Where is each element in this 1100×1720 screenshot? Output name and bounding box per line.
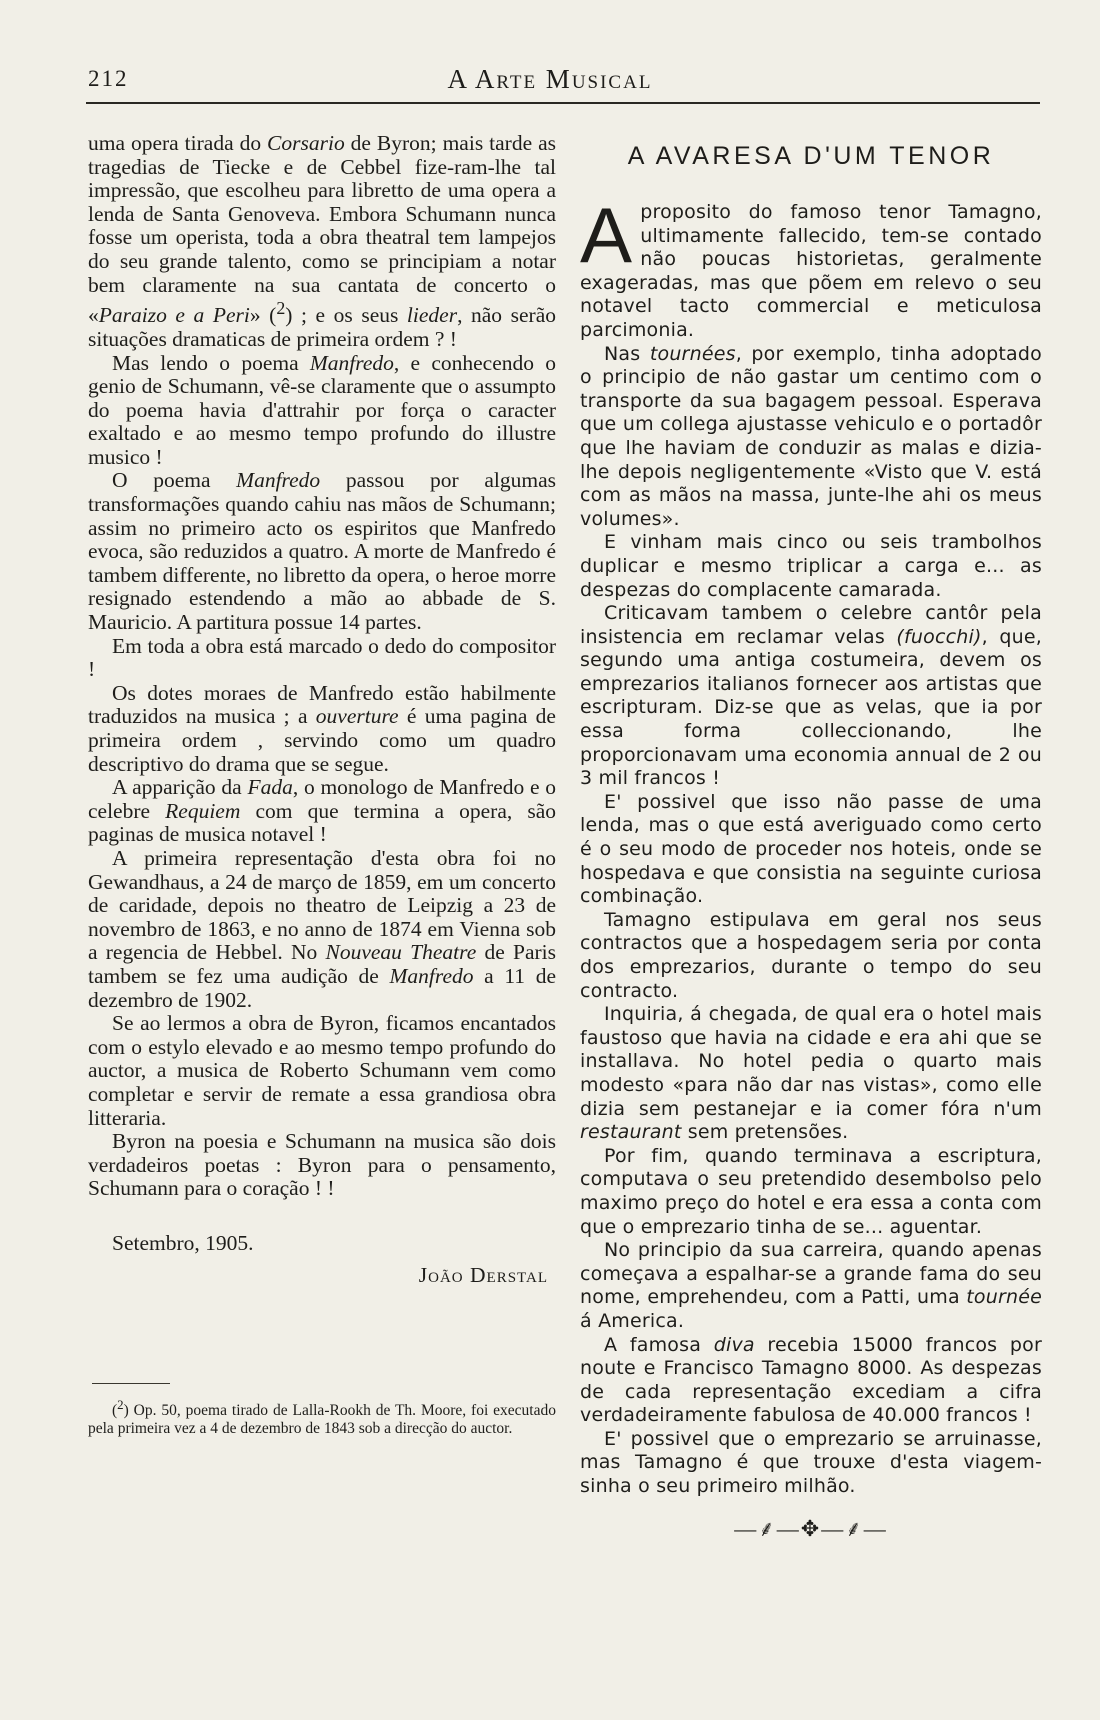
lead-paragraph xyxy=(580,191,1042,343)
right-column xyxy=(580,132,1042,1543)
body-paragraph: A primeira representação d'esta obra foi no Gewandhaus, a 24 de março de 1859, em um concerto de caridade, depois no theatro de Leipzig a 23 de novembro de 1863, e no anno de 1874 em Vienna sob a regencia de Hebbel. No Nouveau Theatre de Paris tambem se fez uma audição de Manfredo a 11 de dezembro de 1902. xyxy=(88,845,556,1012)
body-paragraph: Byron na poesia e Schumann na musica são dois verdadeiros poetas : Byron para o pensamento, Schumann para o coração ! ! xyxy=(88,1129,556,1201)
body-paragraph: Por fim, quando terminava a escriptura, computava o seu pretendido desembolso pelo maximo preço do hotel e era essa a conta com que o emprezario tinha de se... aguentar. xyxy=(580,1144,1042,1238)
page-number: 212 xyxy=(88,66,129,91)
end-ornament: —⸙—✥—⸙— xyxy=(734,1515,888,1541)
signature-block xyxy=(88,1231,556,1287)
body-paragraph: Os dotes moraes de Manfredo estão habilmente traduzidos na musica ; a ouverture é uma pagina de primeira ordem , servindo como um quadro descriptivo do drama que se segue. xyxy=(88,680,556,776)
header-rule xyxy=(86,102,1040,104)
body-paragraph: uma opera tirada do Corsario de Byron; mais tarde as tragedias de Tiecke e de Cebbel fize-ram-lhe tal impressão, que escolheu para libretto de uma opera a lenda de Santa Genoveva. Embora Schumann nunca fosse um operista, toda a obra theatral tem lampejos do seu grande talento, como se principiam a notar bem claramente na sua cantata de concerto o «Paraizo e a Peri» ($^2$) ; e os seus lieder, não serão situações dramaticas de primeira ordem ? ! xyxy=(88,131,556,351)
journal-title: A Arte Musical xyxy=(447,64,653,94)
drop-cap: A xyxy=(580,191,633,279)
body-paragraph: A apparição da Fada, o monologo de Manfredo e o celebre Requiem com que termina a opera, são paginas de musica notavel ! xyxy=(88,775,556,847)
footnote-rule xyxy=(92,1383,170,1384)
body-paragraph: Tamagno estipulava em geral nos seus contractos que a hospedagem seria por conta dos emprezarios, durante o tempo do seu contracto. xyxy=(580,908,1042,1002)
body-paragraph: Em toda a obra está marcado o dedo do compositor ! xyxy=(88,633,556,682)
left-column xyxy=(88,132,556,1438)
lead-paragraph-text: proposito do famoso tenor Tamagno, ultimamente fallecido, tem-se contado não poucas historietas, geralmente exageradas, mas que põem em relevo o seu notavel tacto commercial e meticulosa parcimonia. xyxy=(580,201,1042,341)
body-paragraph: E' possivel que o emprezario se arruinasse, mas Tamagno é que trouxe d'esta viagem-sinha o seu primeiro milhão. xyxy=(580,1427,1042,1498)
body-paragraph: Inquiria, á chegada, de qual era o hotel mais faustoso que havia na cidade e era ahi que se installava. No hotel pedia o quarto mais modesto «para não dar nas vistas», como elle dizia sem pestanejar e ia comer fóra n'um restaurant sem pretensões. xyxy=(580,1003,1042,1144)
body-paragraph: O poema Manfredo passou por algumas transformações quando cahiu nas mãos de Schumann; assim no primeiro acto os espiritos que Manfredo evoca, são reduzidos a quatro. A morte de Manfredo é tambem differente, no libretto da opera, o heroe morre resignado estendendo a mão ao abbade de S. Mauricio. A partitura possue 14 partes. xyxy=(88,468,556,635)
running-head xyxy=(0,62,1100,96)
footnote: ($^2$) Op. 50, poema tirado de Lalla-Rookh de Th. Moore, foi executado pela primeira vez a 4 de dezembro de 1843 sob a direcção do auctor. xyxy=(88,1396,556,1438)
body-paragraph: E' possivel que isso não passe de uma lenda, mas o que está averiguado como certo é o seu modo de proceder nos hoteis, onde se hospedava e que consistia na seguinte curiosa combinação. xyxy=(580,790,1042,908)
body-paragraph: Se ao lermos a obra de Byron, ficamos encantados com o estylo elevado e ao mesmo tempo profundo do auctor, a musica de Roberto Schumann vem como completar e servir de remate a essa grandiosa obra litteraria. xyxy=(88,1011,556,1130)
date-line: Setembro, 1905. xyxy=(112,1230,254,1255)
body-paragraph: Mas lendo o poema Manfredo, e conhecendo o genio de Schumann, vê-se claramente que o assumpto do poema havia d'attrahir por força o caracter exaltado e ao mesmo tempo profundo do illustre musico ! xyxy=(88,350,556,469)
body-paragraph: E vinham mais cinco ou seis trambolhos duplicar e mesmo triplicar a carga e... as despezas do complacente camarada. xyxy=(580,531,1042,601)
body-paragraph: Criticavam tambem o celebre cantôr pela insistencia em reclamar velas (fuocchi), que, segundo uma antiga costumeira, devem os emprezarios italianos fornecer aos artistas que escripturam. Diz-se que as velas, que ia por essa forma colleccionando, lhe proporcionavam uma economia annual de 2 ou 3 mil francos ! xyxy=(580,602,1042,790)
body-paragraph: A famosa diva recebia 15000 francos por noute e Francisco Tamagno 8000. As despezas de cada representação excediam a cifra verdadeiramente fabulosa de 40.000 francos ! xyxy=(580,1333,1043,1427)
body-paragraph: No principio da sua carreira, quando apenas começava a espalhar-se a grande fama do seu nome, emprehendeu, com a Patti, uma tournée á America. xyxy=(580,1239,1042,1332)
article-title: A AVARESA D'UM TENOR xyxy=(627,142,995,170)
author-name: João Derstal xyxy=(418,1262,548,1287)
body-paragraph: Nas tournées, por exemplo, tinha adoptado o principio de não gastar um centimo com o transporte da sua bagagem pessoal. Esperava que um collega ajustasse vehiculo e o portadôr que lhe haviam de conduzir as malas e dizia-lhe depois negligentemente «Visto que V. está com as mãos na massa, junte-lhe ahi os meus volumes». xyxy=(580,342,1042,530)
